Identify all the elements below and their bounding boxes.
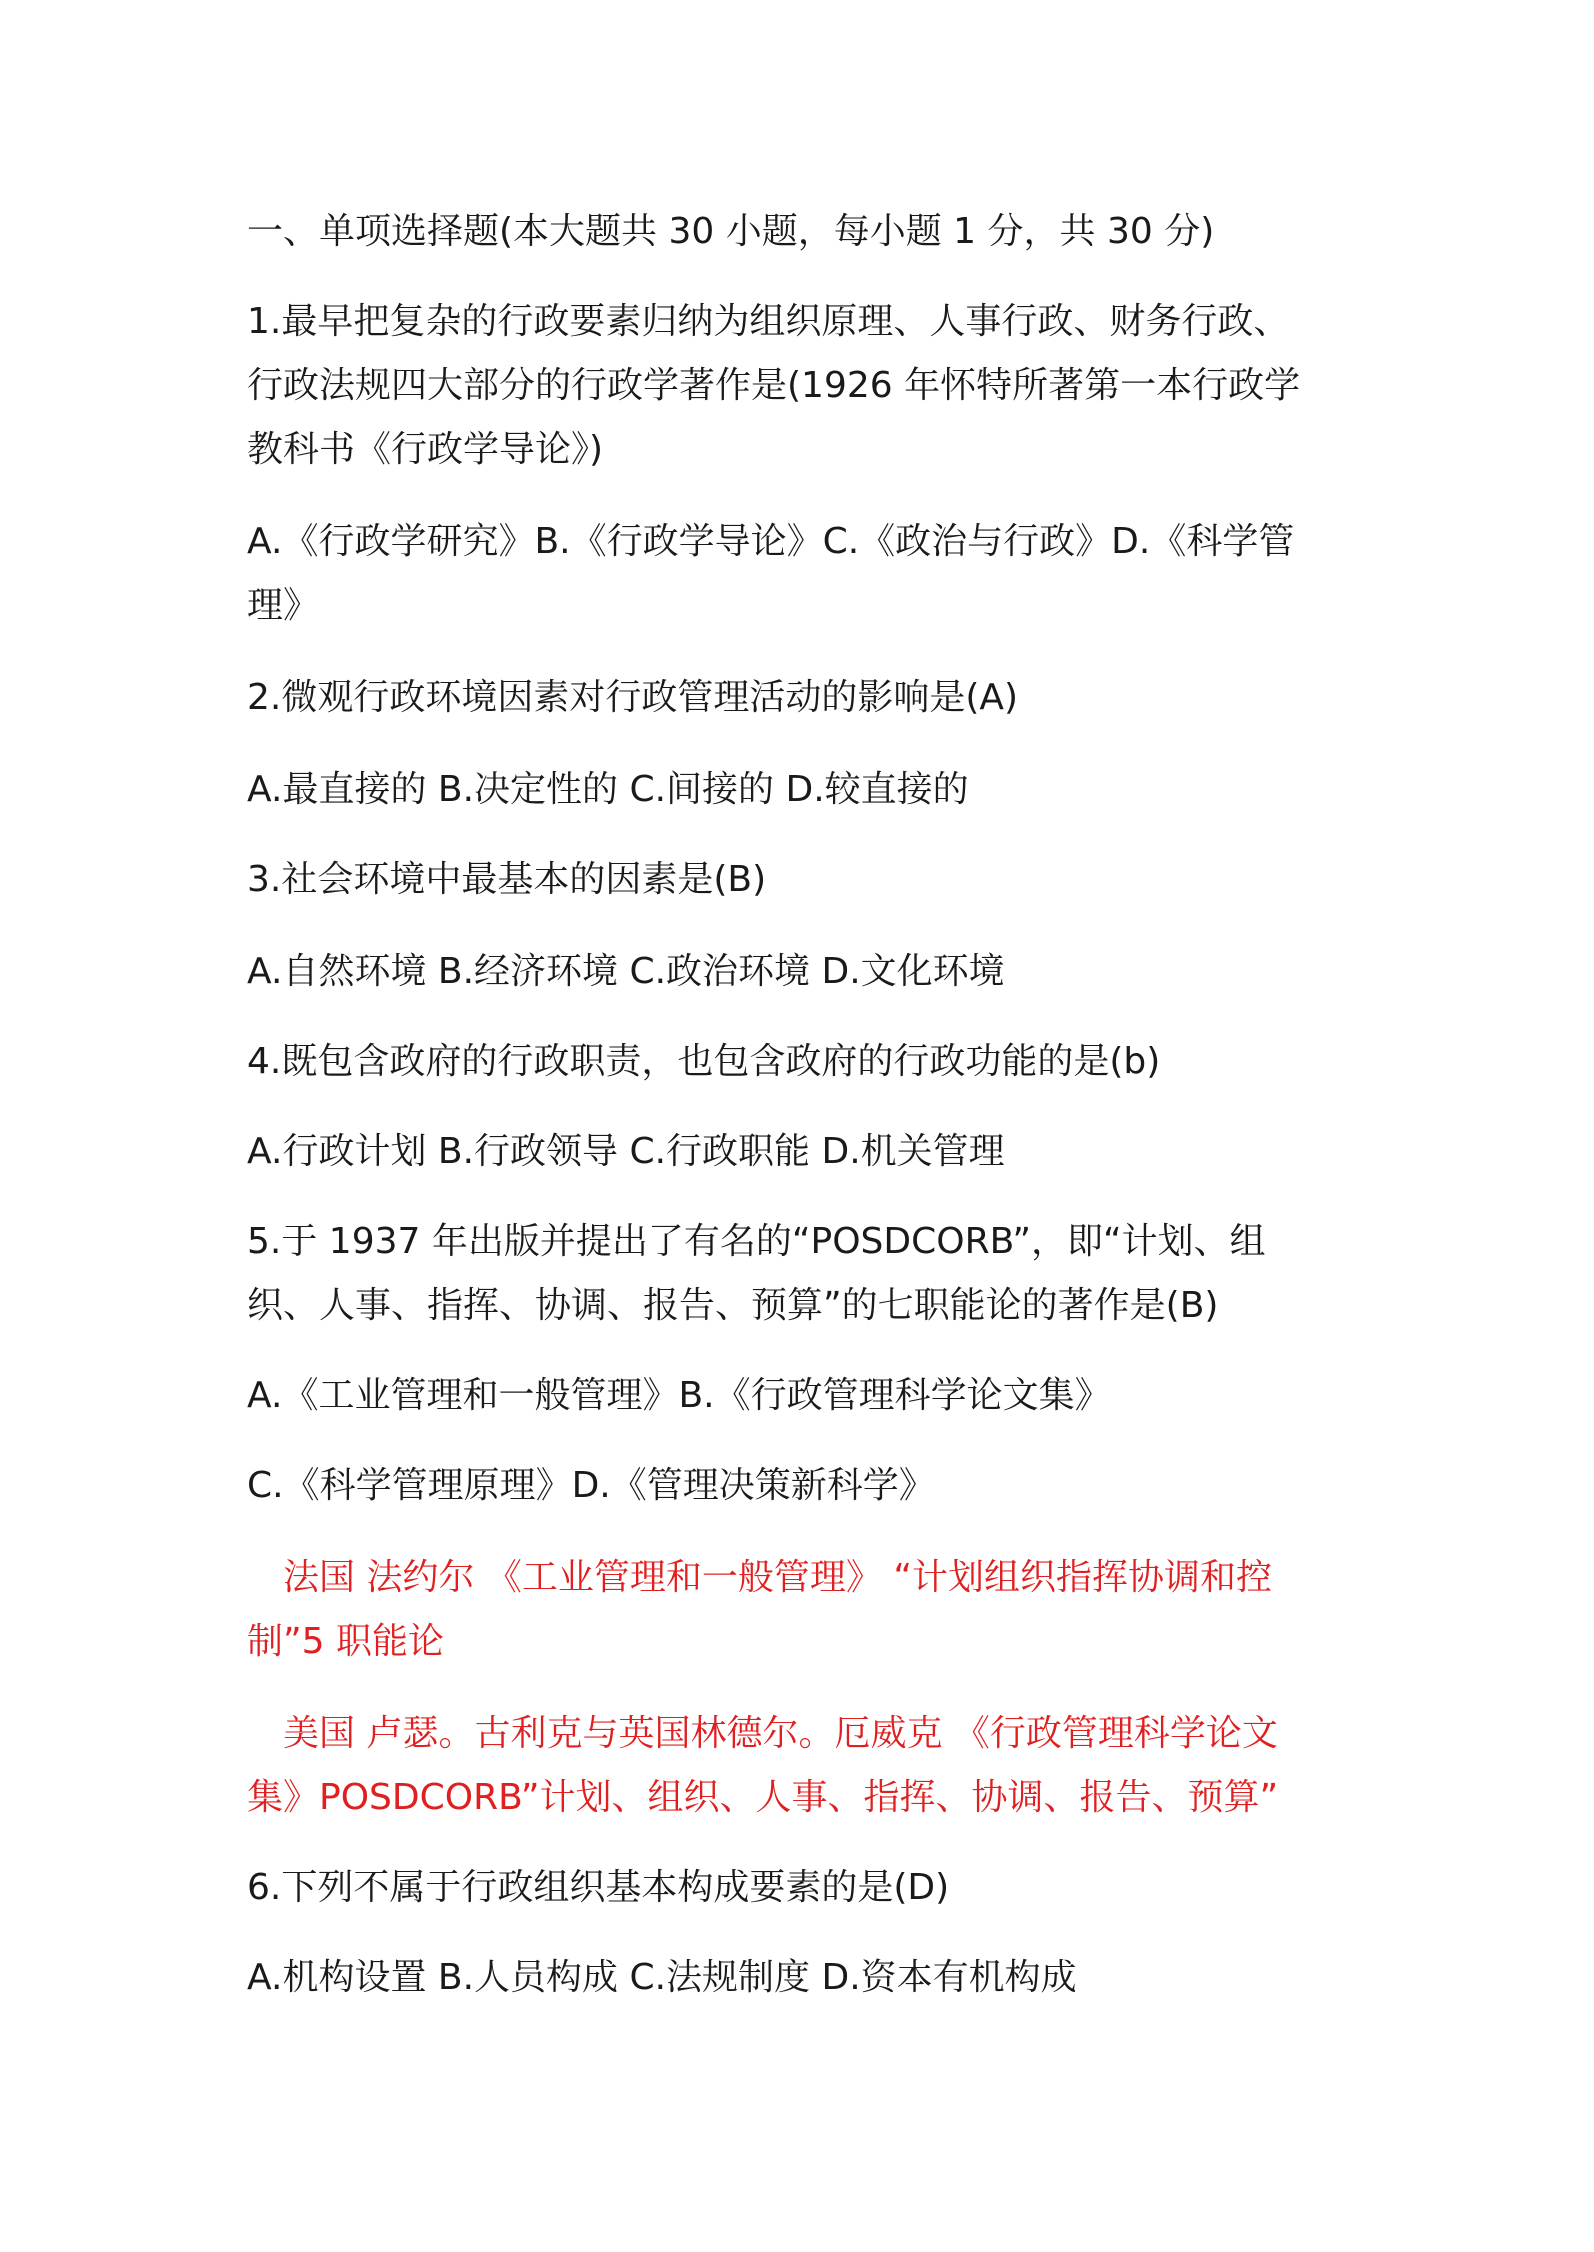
question-1-stem: 1.最早把复杂的行政要素归纳为组织原理、人事行政、财务行政、 行政法规四大部分的行政学著作是(1926 年怀特所著第一本行政学 教科书《行政学导论》) — [247, 301, 1301, 470]
question-5-stem: 5.于 1937 年出版并提出了有名的“POSDCORB”，即“计划、组 织、人事、指挥、协调、报告、预算”的七职能论的著作是(B) — [247, 1221, 1266, 1326]
question-3-options: A.自然环境 B.经济环境 C.政治环境 D.文化环境 — [247, 951, 1005, 992]
question-4-stem: 4.既包含政府的行政职责，也包含政府的行政功能的是(b) — [247, 1041, 1161, 1082]
question-2-stem: 2.微观行政环境因素对行政管理活动的影响是(A) — [247, 677, 1019, 718]
section-heading: 一、单项选择题(本大题共 30 小题，每小题 1 分，共 30 分) — [247, 211, 1215, 252]
question-2-options: A.最直接的 B.决定性的 C.间接的 D.较直接的 — [247, 769, 969, 810]
question-6-options: A.机构设置 B.人员构成 C.法规制度 D.资本有机构成 — [247, 1957, 1077, 1998]
question-1-options: A.《行政学研究》B.《行政学导论》C.《政治与行政》D.《科学管 理》 — [247, 521, 1295, 626]
answer-note-fayol: 法国 法约尔 《工业管理和一般管理》 “计划组织指挥协调和控 制”5 职能论 — [247, 1557, 1272, 1662]
question-4-options: A.行政计划 B.行政领导 C.行政职能 D.机关管理 — [247, 1131, 1005, 1172]
question-5-options-ab: A.《工业管理和一般管理》B.《行政管理科学论文集》 — [247, 1375, 1111, 1416]
answer-note-gulick: 美国 卢瑟。古利克与英国林德尔。厄威克 《行政管理科学论文 集》POSDCORB”计划、组织、人事、指挥、协调、报告、预算” — [247, 1713, 1279, 1818]
question-3-stem: 3.社会环境中最基本的因素是(B) — [247, 859, 767, 900]
question-6-stem: 6.下列不属于行政组织基本构成要素的是(D) — [247, 1867, 950, 1908]
question-5-options-cd: C.《科学管理原理》D.《管理决策新科学》 — [247, 1465, 935, 1506]
